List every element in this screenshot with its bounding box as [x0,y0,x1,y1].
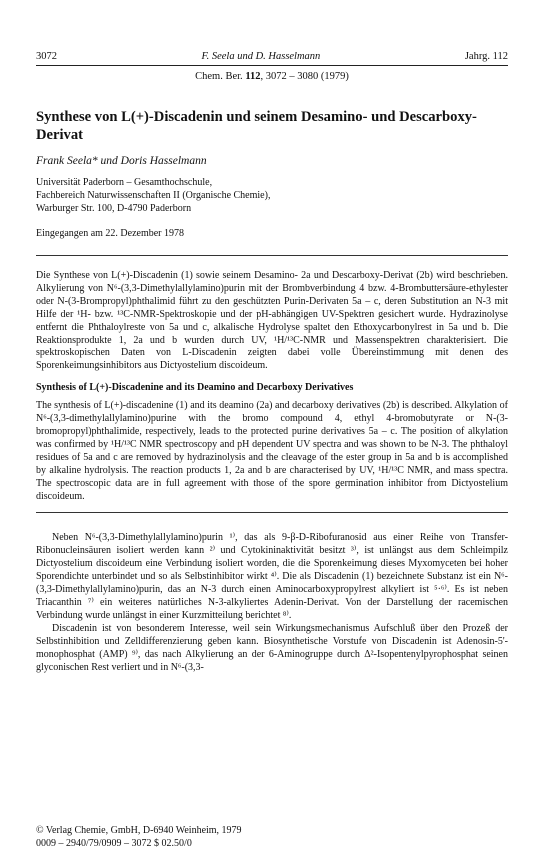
citation [36,71,508,82]
citation-journal: Chem. Ber. [195,71,243,82]
affiliation [36,176,508,215]
publisher-line: © Verlag Chemie, GmbH, D-6940 Weinheim, 1979 [36,825,242,836]
byline: Frank Seela* und Doris Hasselmann [36,155,207,167]
running-head-authors: F. Seela und D. Hasselmann [201,51,321,62]
affiliation-line: Universität Paderborn – Gesamthochschule, [36,177,213,188]
abstract-english: The synthesis of L(+)-discadenine (1) and its deamino (2a) and decarboxy derivatives (2b) is described. Alkylation of N⁶-(3,3-dimethylallylamino)purine with the bromo compound 4, ethyl 4-bromobutyrate or N-(3-bromopropyl)phthalimide, respectively, leads to the protected purine derivatives 5a – c. The position of alkylation was confirmed by ¹H/¹³C NMR spectroscopy and pH dependent UV spectra and was shown to be N-3. The phthaloyl residues of 5a and c are removed by hydrazinolysis and the cleavage of the ester group in 5a and b is accomplished by alkaline hydrolysis. The reaction products 1, 2a and b are characterised by UV, ¹H/¹³C NMR, and mass spectra. The spectroscopic data are in full agreement with those of the spore germination inhibitor from Dictyostelium discoideum. [36,400,508,502]
abstract-rule-top [36,255,508,256]
header-rule [36,65,508,66]
body-paragraph: Discadenin ist von besonderem Interesse, weil sein Wirkungsmechanismus Aufschluß über den Prozeß der Selbstinhibition und Zelldifferenzierung geben kann. Biosynthetische Vorstufe von Discadenin ist Adenosin-5'-monophosphat (AMP) ⁹⁾, das nach Alkylierung an der 6-Aminogruppe durch Δ²-Isopentenylpyrophosphat seinen glyconischen Rest verliert und in N⁶-(3,3- [36,622,508,673]
article-title: Synthese von L(+)-Discadenin und seinem Desamino- und Descarboxy-Derivat [36,109,477,143]
abstract-rule-bottom [36,512,508,513]
journal-volume: Jahrg. 112 [464,51,508,62]
received-date: Eingegangen am 22. Dezember 1978 [36,228,185,239]
affiliation-line: Warburger Str. 100, D-4790 Paderborn [36,203,192,214]
journal-page [36,50,508,674]
article-code: 0009 – 2940/79/0909 – 3072 $ 02.50/0 [36,837,192,849]
body-paragraph: Neben N⁶-(3,3-Dimethylallylamino)purin ¹⁾, das als 9-β-D-Ribofuranosid aus einer Reihe von Transfer-Ribonucleinsäuren isoliert werden kann ²⁾ und Cytokininaktivität besitzt ³⁾, ist unlängst aus dem Schleimpilz Dictyostelium discoideum eine Verbindung isoliert worden, die die Sporenkeimung dieses Myxomyceten bei hoher Sporendichte unterbindet und so als Selbstinhibitor wirkt ⁴⁾. Die als Discadenin (1) bezeichnete Substanz ist ein N⁶-(3,3-Dimethylallylamino)purin, das an N-3 durch einen Aminocarboxypropylrest alkyliert ist ⁵·⁶⁾. Es ist neben Triacanthin ⁷⁾ ein weiteres natürliches N-3-alkyliertes Adenin-Derivat. Von der Darstellung der racemischen Verbindung wurde unlängst in einer Kurzmitteilung berichtet ⁸⁾. [36,531,508,621]
affiliation-line: Fachbereich Naturwissenschaften II (Organische Chemie), [36,190,271,201]
abstract-german: Die Synthese von L(+)-Discadenin (1) sowie seinem Desamino- 2a und Descarboxy-Derivat (2b) wird beschrieben. Alkylierung von N⁶-(3,3-Dimethylallylamino)purin mit der Brombverbindung 4 bzw. 4-Brombuttersäure-ethylester oder N-(3-Brompropyl)phthalimid führt zu den geschützten Purin-Derivaten 5a – c, deren Substitution an N-3 mit Hilfe der ¹H- bzw. ¹³C-NMR-Spektroskopie und der pH-abhängigen UV-Spektren gesichert wurde. Hydrazinolyse entfernt die Phthaloylreste von 5a und c, alkalische Hydrolyse spaltet den Ethoxycarbonylrest in 5a und b. Die Reaktionsprodukte 1, 2a und b wurden durch UV, ¹H/¹³C-NMR und Massenspektren charakterisiert. Die spektroskopischen Daten von L-Discadenin zeigten dabei volle Übereinstimmung mit denen des Sporenkeimungsinhibitors aus Dictyostelium discoideum. [36,270,508,372]
page-number: 3072 [36,51,57,62]
citation-pages: , 3072 – 3080 (1979) [260,71,349,82]
english-title: Synthesis of L(+)-Discadenine and its Deamino and Decarboxy Derivatives [36,382,354,394]
body-text [36,531,508,674]
footer [36,825,242,850]
citation-volume: 112 [245,71,261,82]
running-head [36,50,508,63]
